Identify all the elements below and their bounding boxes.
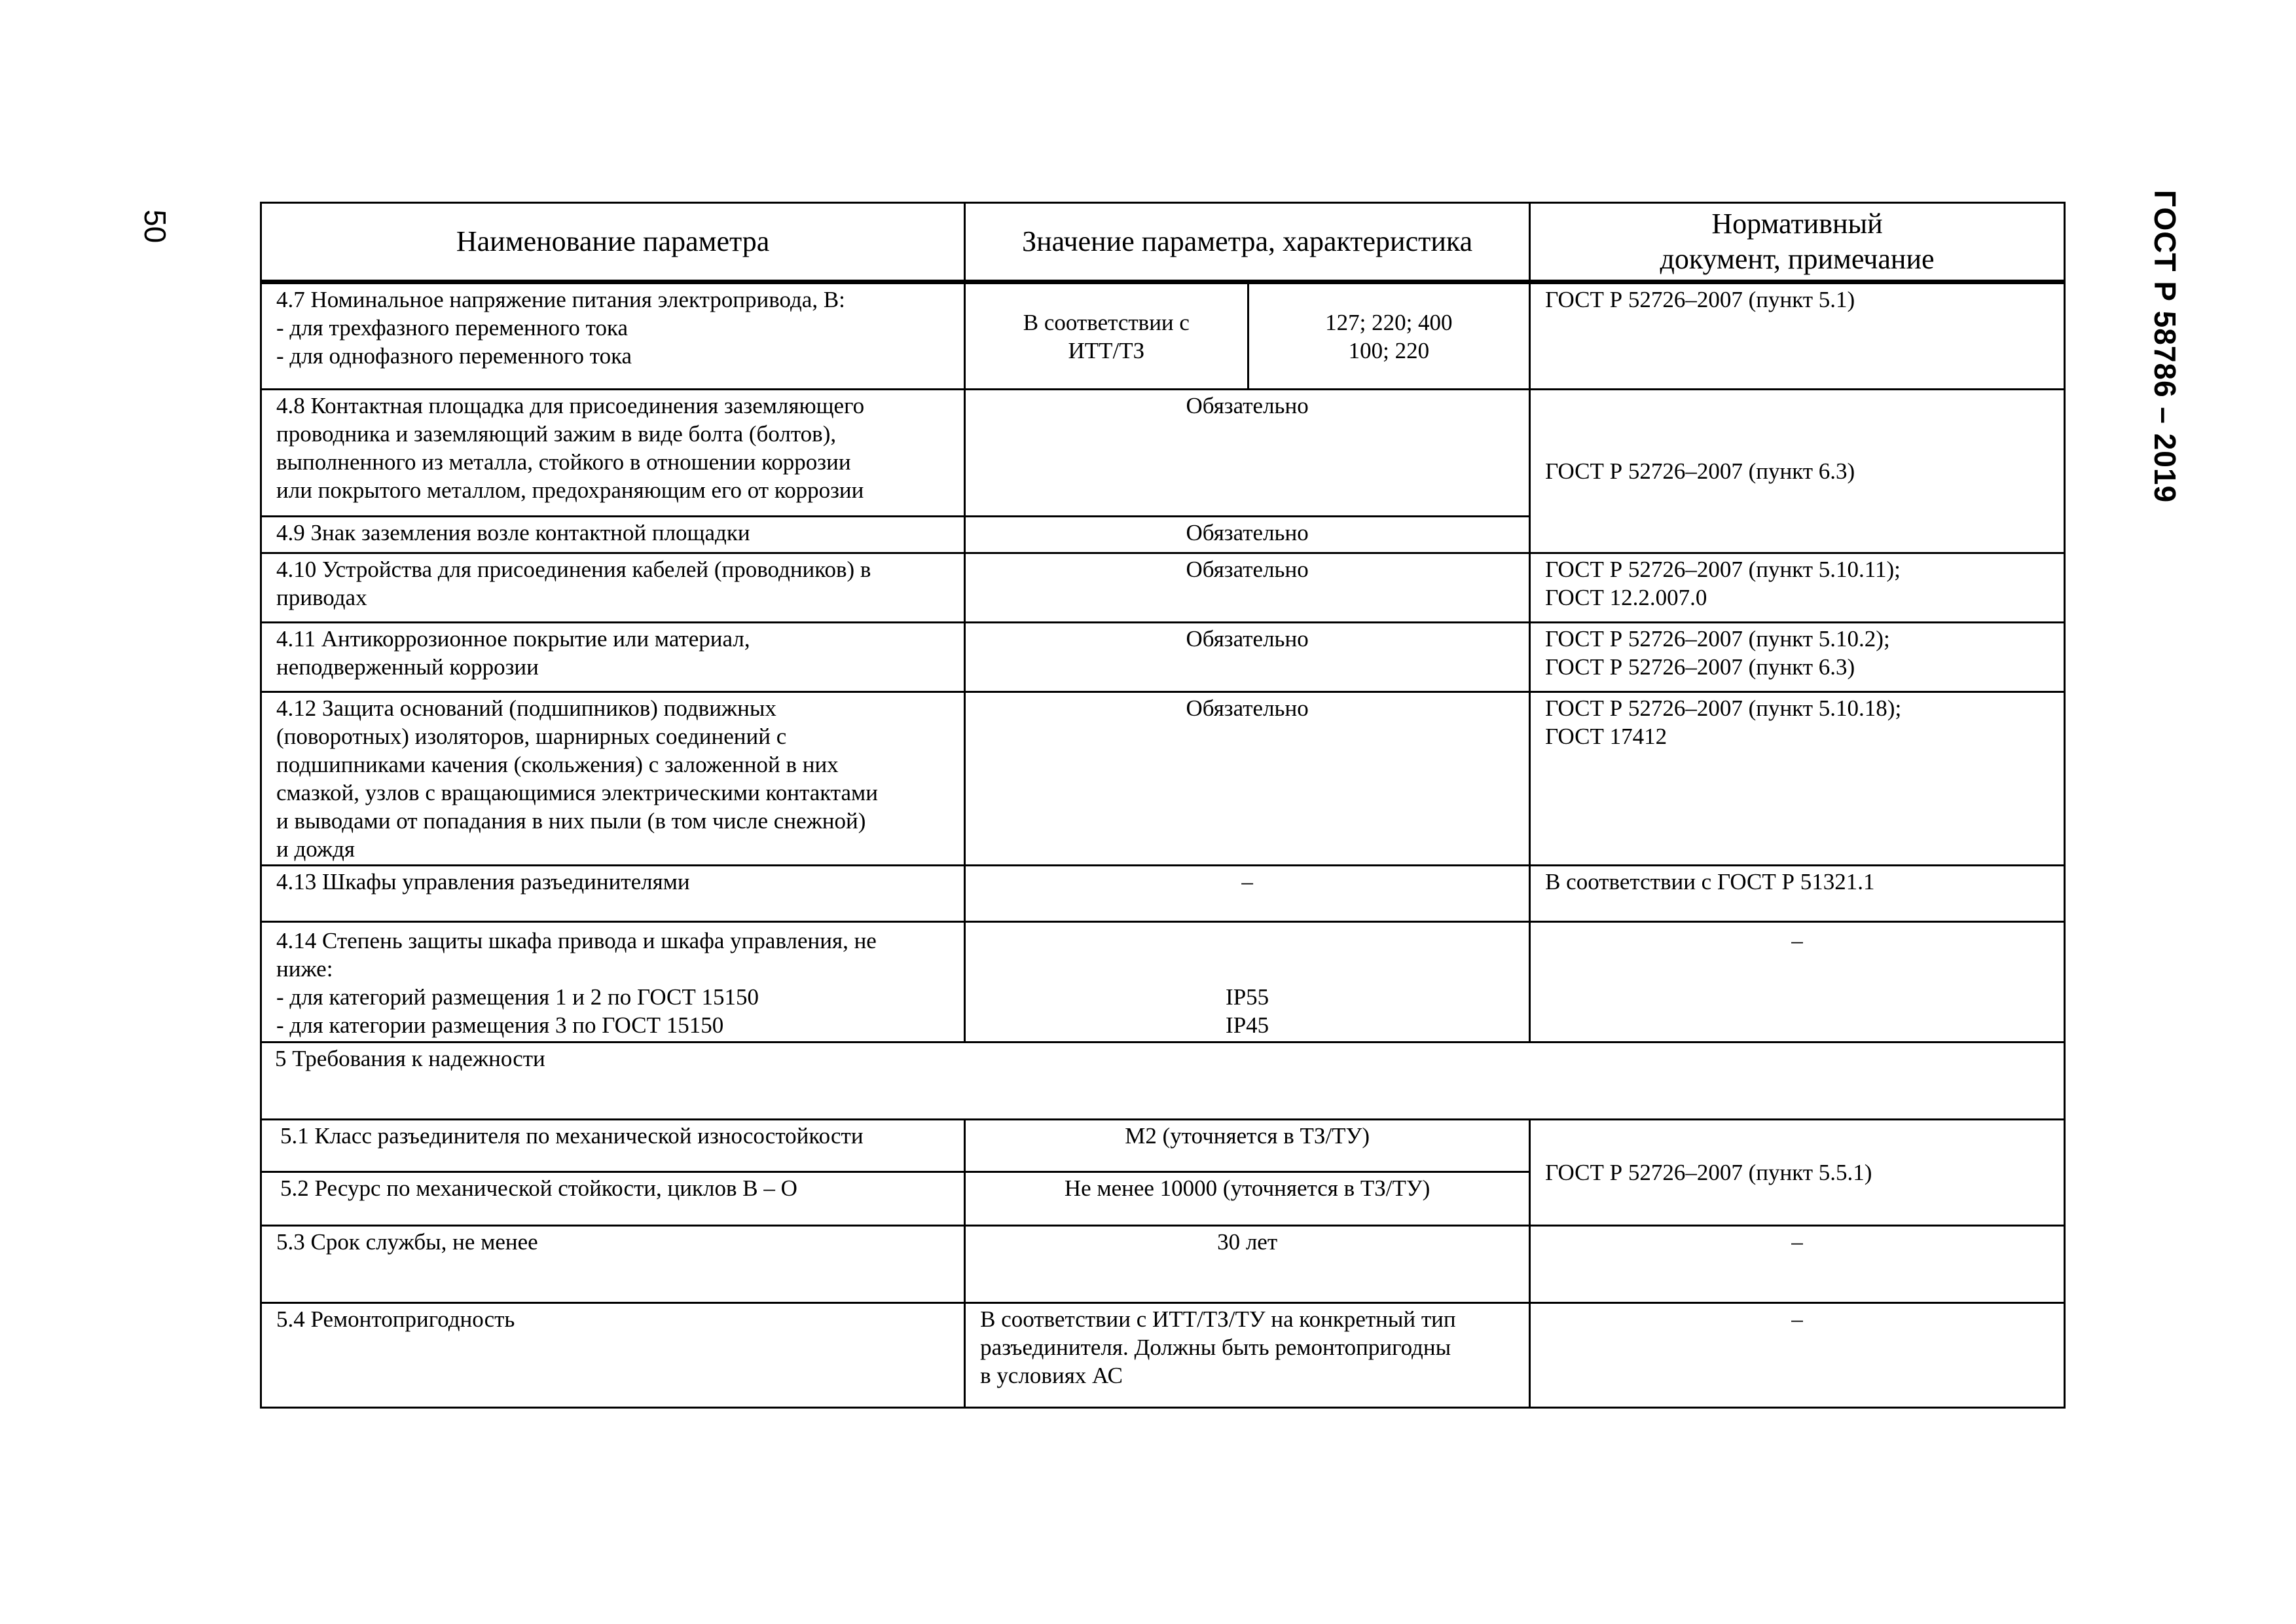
header-doc-line-1: Нормативный	[1711, 208, 1883, 240]
doc-line: ГОСТ Р 52726–2007 (пункт 6.3)	[1545, 654, 1855, 680]
row-4-12-doc	[1530, 692, 2065, 866]
name-line: - для категорий размещения 1 и 2 по ГОСТ 15150	[276, 984, 759, 1010]
row-4-14-name	[261, 922, 965, 1043]
spacer	[980, 955, 1514, 983]
row-4-14-doc: –	[1530, 922, 2065, 1043]
doc-line: ГОСТ 12.2.007.0	[1545, 585, 1707, 610]
row-5-2-value: Не менее 10000 (уточняется в ТЗ/ТУ)	[965, 1172, 1530, 1226]
table-row-4-11	[261, 623, 2065, 692]
value-line: IP55	[1226, 984, 1269, 1010]
row-4-8-9-doc: ГОСТ Р 52726–2007 (пункт 6.3)	[1530, 390, 2065, 553]
row-4-12-value: Обязательно	[965, 692, 1530, 866]
name-line: - для трехфазного переменного тока	[276, 315, 629, 341]
value-line: 100; 220	[1348, 337, 1430, 363]
table-row-4-12	[261, 692, 2065, 866]
name-line: неподверженный коррозии	[276, 654, 539, 680]
spacer	[980, 927, 1514, 955]
row-4-11-name	[261, 623, 965, 692]
value-line: разъединителя. Должны быть ремонтопригодны	[980, 1335, 1451, 1360]
name-line: - для однофазного переменного тока	[276, 343, 632, 369]
table-row-5-4	[261, 1303, 2065, 1408]
section-5-title: 5 Требования к надежности	[261, 1043, 2065, 1120]
row-4-8-name	[261, 390, 965, 517]
row-5-1-value: М2 (уточняется в ТЗ/ТУ)	[965, 1120, 1530, 1172]
value-line: IP45	[1226, 1012, 1269, 1038]
row-4-13-name: 4.13 Шкафы управления разъединителями	[261, 866, 965, 922]
header-doc-line-2: документ, примечание	[1660, 243, 1935, 275]
row-5-2-name: 5.2 Ресурс по механической стойкости, циклов В – О	[261, 1172, 965, 1226]
name-line: приводах	[276, 585, 367, 610]
row-4-13-value: –	[965, 866, 1530, 922]
row-4-7-doc: ГОСТ Р 52726–2007 (пункт 5.1)	[1530, 282, 2065, 390]
table-row-4-10	[261, 553, 2065, 623]
doc-line: ГОСТ Р 52726–2007 (пункт 5.10.18);	[1545, 695, 1902, 721]
row-4-14-value	[965, 922, 1530, 1043]
name-line: проводника и заземляющий зажим в виде болта (болтов),	[276, 421, 837, 447]
row-4-13-doc: В соответствии с ГОСТ Р 51321.1	[1530, 866, 2065, 922]
row-4-12-name	[261, 692, 965, 866]
name-line: подшипниками качения (скольжения) с заложенной в них	[276, 752, 839, 777]
row-5-3-name: 5.3 Срок службы, не менее	[261, 1226, 965, 1303]
doc-line: ГОСТ 17412	[1545, 724, 1667, 749]
row-4-7-value-voltages	[1248, 282, 1529, 390]
name-line: 4.8 Контактная площадка для присоединения заземляющего	[276, 393, 865, 418]
row-5-1-2-doc: ГОСТ Р 52726–2007 (пункт 5.5.1)	[1530, 1120, 2065, 1226]
row-4-7-name	[261, 282, 965, 390]
table-row-4-14	[261, 922, 2065, 1043]
name-line: 4.14 Степень защиты шкафа привода и шкафа управления, не	[276, 928, 877, 953]
row-4-7-value-basis	[965, 282, 1248, 390]
table-header-row	[261, 203, 2065, 282]
row-4-9-name: 4.9 Знак заземления возле контактной площадки	[261, 517, 965, 553]
value-line: В соответствии с	[1023, 309, 1190, 335]
table-row-5-1	[261, 1120, 2065, 1172]
name-line: 4.10 Устройства для присоединения кабелей (проводников) в	[276, 557, 871, 582]
table-row-4-13	[261, 866, 2065, 922]
row-4-10-doc	[1530, 553, 2065, 623]
row-4-11-value: Обязательно	[965, 623, 1530, 692]
name-line: или покрытого металлом, предохраняющим его от коррозии	[276, 477, 864, 503]
value-line: ИТТ/ТЗ	[1068, 337, 1145, 363]
row-4-10-value: Обязательно	[965, 553, 1530, 623]
table-row-4-8	[261, 390, 2065, 517]
name-line: (поворотных) изоляторов, шарнирных соединений с	[276, 724, 787, 749]
page-number: 50	[138, 210, 172, 244]
row-5-4-name: 5.4 Ремонтопригодность	[261, 1303, 965, 1408]
name-line: выполненного из металла, стойкого в отношении коррозии	[276, 449, 851, 475]
row-4-10-name	[261, 553, 965, 623]
table-row-4-7	[261, 282, 2065, 390]
row-4-11-doc	[1530, 623, 2065, 692]
value-line: В соответствии с ИТТ/ТЗ/ТУ на конкретный тип	[980, 1306, 1456, 1332]
row-5-4-value	[965, 1303, 1530, 1408]
row-4-8-value: Обязательно	[965, 390, 1530, 517]
document-code: ГОСТ Р 58786 – 2019	[2148, 190, 2182, 504]
header-normative-document	[1530, 203, 2065, 282]
name-line: 4.7 Номинальное напряжение питания электропривода, В:	[276, 287, 845, 312]
value-line: 127; 220; 400	[1325, 309, 1453, 335]
value-line: в условиях АС	[980, 1363, 1123, 1388]
doc-line: ГОСТ Р 52726–2007 (пункт 5.10.2);	[1545, 626, 1890, 652]
row-5-1-name: 5.1 Класс разъединителя по механической износостойкости	[261, 1120, 965, 1172]
row-5-3-doc: –	[1530, 1226, 2065, 1303]
table-row-5-3	[261, 1226, 2065, 1303]
name-line: и дождя	[276, 836, 355, 862]
row-4-9-value: Обязательно	[965, 517, 1530, 553]
row-5-4-doc: –	[1530, 1303, 2065, 1408]
name-line: 4.11 Антикоррозионное покрытие или материал,	[276, 626, 750, 652]
header-parameter-name: Наименование параметра	[261, 203, 965, 282]
name-line: 4.12 Защита оснований (подшипников) подвижных	[276, 695, 776, 721]
name-line: и выводами от попадания в них пыли (в том числе снежной)	[276, 808, 866, 834]
row-5-3-value: 30 лет	[965, 1226, 1530, 1303]
parameters-table	[260, 202, 2066, 1409]
name-line: - для категории размещения 3 по ГОСТ 15150	[276, 1012, 724, 1038]
doc-line: ГОСТ Р 52726–2007 (пункт 5.10.11);	[1545, 557, 1901, 582]
name-line: ниже:	[276, 956, 333, 982]
header-parameter-value: Значение параметра, характеристика	[965, 203, 1530, 282]
name-line: смазкой, узлов с вращающимися электрическими контактами	[276, 780, 878, 805]
section-row-5	[261, 1043, 2065, 1120]
